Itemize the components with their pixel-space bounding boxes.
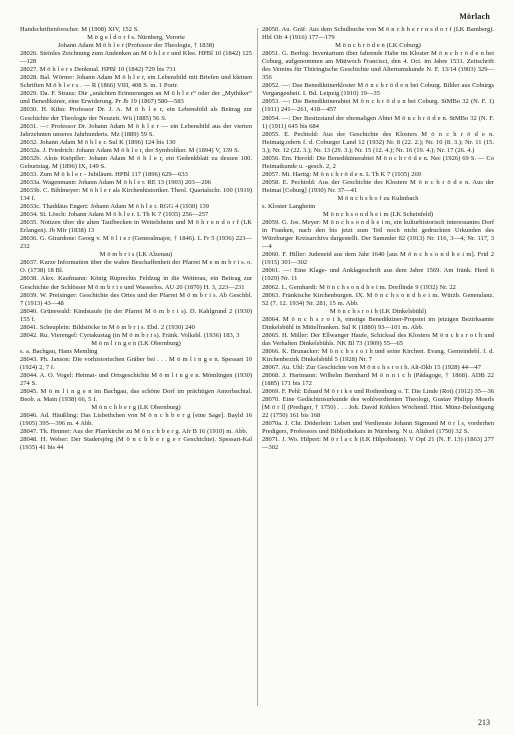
bibliography-entry: M ö g e l d o r f s. Nürnberg, Vororte (87, 34, 185, 42)
bibliography-entry: 28044. A. O. Vogel: Heimat- und Ortsgeschichte M ö m l i n g e n. Mömlingen (1930) 274 S. (20, 372, 254, 388)
bibliography-entry: 28030. H. Kihn: Professor Dr. J. A. M ö h l e r, ein Lebensbild als Beitrag zur Geschichte der Theologie der Neuzeit. Wü (1885) 56 S. (20, 106, 254, 122)
bibliography-entry: 28039. W. Preisinger: Geschichte des Ortes und der Pfarrei M ö m b r i s. Ab Geschbl. 7 (1913) 43—48 (20, 291, 254, 307)
bibliography-entry: M ö n c h s h o f zu Kulmbach (337, 194, 419, 202)
bibliography-entry: 28064. M ö n c h s r o t h, einstige Benediktiner-Propstei im jetzigen Bezirksamte Dinkelsbühl in Mittelfranken. Sul K (1880) 93—101 m. Abb. (262, 315, 496, 331)
page-number: 213 (478, 718, 490, 727)
bibliography-entry: M ö m l i n g e n (LK Obernburg) (91, 339, 181, 347)
bibliography-entry: 28055. E. Pechtold: Aus der Geschichte des Klosters M ö n c h r ö d e n. Heimatg.odern f. d. Coburger Land 12 (1932) Nr. 8 (22. 2.); Nr. 10 (8. 3.); Nr. 11 (15. 3.); Nr. 12 (22. 3.); Nr. 13 (29. 3.); Nr. 15 (12. 4.); Nr. 16 (19. 4.); Nr. 17 (26. 4.) (262, 130, 496, 154)
bibliography-entry: 28045. M ö m l i n g e n im Bachgau, das schöne Dorf im prächtigen Amorbachtal. Beob. a. Main (1938) 66, 5 f. (20, 388, 254, 404)
bibliography-entry: 28041. Scheuplein: Bildstöcke in M ö m b r i s. Ebd. 2 (1930) 240 (20, 323, 195, 331)
bibliography-entry: Handschriftenforscher. M (1908) XIV, 152 S. (20, 26, 139, 33)
bibliography-entry: 28033c. Thaddäus Engert: Johann Adam M ö h l e r. RGG 4 (1930) 139 (20, 203, 209, 211)
bibliography-entry: 28054. —: Der Besitzstand der ehemaligen Abtei M ö n c h r ö d e n. StMBo 32 (N. F. 1) (1911) 645 bis 684 (262, 114, 496, 130)
bibliography-entry: 28070. Eine Gedächtnisurkunde des wohlverdienten Theologi, Gustav Philipp Moerls [M ö r l] (Prediger, † 1750) . . . Joh. David Köhlers Wöchentl. Hist. Münz-Belustigung 22 (1750) 161 bis 168 (262, 396, 496, 420)
left-column (20, 26, 252, 706)
bibliography-entry: 28033. Zum M ö h l e r - Jubiläum. HPBl 117 (1896) 629—633 (20, 170, 188, 178)
bibliography-entry: 28036. G. Girardone: Georg v. M ö l t e r (Generalmajor, † 1846). L Fr 5 (1936) 223—232 (20, 235, 252, 251)
bibliography-entry: 28056. Em. Herold: Die Benediktinerabtei M ö n c h r ö d e n. Nec (1926) 69 S. — Co Heimatkunde u. -gesch. 2, 2 (262, 154, 496, 170)
bibliography-entry: 28032a. J. Friedrich: Johann Adam M ö h l e r, der Symboliker. M (1894) V, 139 S. (20, 146, 240, 154)
bibliography-entry: 28031. —: Professor Dr. Johann Adam M ö h l e r — ein Lebensbild aus der vierten Jahrzehnten unseres Jahrhunderts. Mz (1889) 59 S. (20, 122, 254, 138)
bibliography-entry: 28033a. Wagenmann: Johann Adam M ö h l e r. RE 13 (1903) 203—206 (20, 178, 211, 186)
bibliography-entry: 28043. Ph. Janson: Die vorhistorischen Gräber bei . . . M ö m l i n g e n. Spessart 10 (1924) 2, 7 f. (20, 355, 254, 371)
bibliography-entry: 28038. Alex. Kaufmann: König Ruprechts Feldzug in die Wetterau, ein Beitrag zur Geschichte der Schlösser M ö m b r i s und Wasserlos. AU 20 (1870) H. 3, 223—231 (20, 275, 254, 291)
bibliography-entry: 28046. Ad. Häußling: Das Lisbethchen von M ö n c h b e r g [eine Sage]. Bayld 16 (1905) 395—396 m. 4 Abb. (20, 412, 254, 428)
bibliography-entry: 28052. —: Das Benediktinerkloster M ö n c h r ö d e n bei Coburg. Bilder aus Coburgs Vergangenheit. I. Bd. Leipzig (1910) 19—35 (262, 82, 496, 98)
bibliography-entry: 28047. Th. Henner: Aus der Pfarrkirche zu M ö n c h b e r g. Afr B 16 (1910) m. Abb. (20, 428, 248, 436)
bibliography-entry: 28034. St. Lösch: Johann Adam M ö h l e r. L Th K 7 (1935) 256—257 (20, 211, 209, 219)
bibliography-entry: 28058. E. Pechtold: Aus der Geschichte des Klosters M ö n c h r ö d e n. Aus der Heimat [Coburg] (1930) Nr. 37—41 (262, 178, 496, 194)
bibliography-entry: M ö m b r i s (LK Alzenau) (99, 251, 173, 259)
bibliography-entry: 28032b. Alois Knöpfler: Johann Adam M ö h l e r, ein Gedenkblatt zu dessen 100. Geburtstag. M (1896) IX, 149 S. (20, 154, 254, 170)
running-head: Mörlach (459, 12, 490, 21)
two-column-layout (20, 26, 494, 706)
bibliography-entry: 28027. M ö h l e r s Denkmal. HPBl 10 (1842) 729 bis 731 (20, 66, 176, 74)
bibliography-entry: 28061. —: Eine Klage- und Anklageschrift aus dem Jahre 1569. Am fränk. Herd 6 (1929) Nr. 11 (262, 267, 496, 283)
bibliography-entry: 28068. J. Hartmann: Wilhelm Bernhard M ö n n i c h (Pädagoge, † 1868). ADB 22 (1885) 171 bis 172 (262, 372, 496, 388)
bibliography-entry: s. Kloster Langheim (262, 203, 316, 211)
bibliography-entry: M ö n c h b e r g (LK Obernburg) (91, 404, 181, 412)
column-divider (257, 28, 258, 706)
bibliography-entry: 28032. Johann Adam M ö h l e r. Sul K (1896) 124 bis 130 (20, 138, 176, 146)
bibliography-entry: 28051. G. Berbig: Inventarium über fahrende Habe im Kloster M ö n c h r ö d e n bei Coburg, aufgenommen am Mittwoch Francisci, den 4. Oct. im Jahre 1531. Zeitschrift des Vereins für Thüringische Geschichte und Altertumskunde N. F. 13/14 (1903) 329—356 (262, 50, 496, 82)
bibliography-entry: M ö n c h r ö d e n (LK Coburg) (335, 42, 421, 50)
bibliography-entry: 28042. Ru. Vierengel: Cyriakustag (in M ö m b r i s). Fränk. Volksbl. (1936) 183, 3 (20, 331, 240, 339)
bibliography-entry: 28065. H. Miller: Der Ellwanger Haufe, Schicksal des Klosters M ö n c h s r o t h und das Verhalten Dinkelsbühls. NK Bl 73 (1909) 55—65 (262, 331, 496, 347)
bibliography-entry: 28048. H. Weber: Der Stadersjörg (M ö n c h b e r g e r Geschichte). Spessart-Kal (1935) 41 bis 44 (20, 436, 254, 452)
bibliography-entry: 28040. Grünewald: Kindstaufe (in der Pfarrei M ö m b r i s). D. Kahlgrund 2 (1930) 155 f. (20, 307, 254, 323)
bibliography-entry: 28063. Fränkische Kirchenburgen. IX. M ö n c h s o n d h e i m. Würzb. Generalanz. 52 (7. 12. 1934) Nr. 281, 15 m. Abb. (262, 291, 496, 307)
bibliography-entry: 28060. F. Hiller: Judeneid aus dem Jahr 1640 [aus M ö n c h s o n d h e i m]. Frid 2 (1915) 301—302 (262, 251, 496, 267)
right-column (262, 26, 494, 706)
bibliography-entry: 28035. Notizen über die alten Taufbecken in Weitelsheim und M ö h r e n d o r f (LK Erlangen). Jb Mfr (1838) 13 (20, 219, 254, 235)
bibliography-entry: 28029. Da. F. Straus: Die „unächten Erinnerungen an M ö h l e r“ oder der „Mythiker“ und Benediktiner, eine Erwiderung. Pr Jb 19 (1867) 580—583 (20, 90, 254, 106)
bibliography-entry: M ö n c h s r o t h (LK Dinkelsbühl) (329, 307, 427, 315)
bibliography-entry: 28053. —: Die Benediktinerabtei M ö n c h r ö d e n bei Coburg. StMBo 32 (N. F. 1) (1911) 241—261, 418—457 (262, 98, 496, 114)
bibliography-entry: 28028. Bal. Wörner: Johann Adam M ö h l e r, ein Lebensbild mit Briefen und kleinen Schriften M ö h l e r s . — R (1866) VIII, 408 S. m. 1 Portr. (20, 74, 254, 90)
bibliography-entry: 28066. K. Brunacker: M ö n c h s r o t h und seine Kirchen. Evang. Gemeindebl. f. d. Kirchenbezirk Dinkelsbühl 5 (1928) Nr. 7 (262, 347, 496, 363)
bibliography-entry: 28057. Mi. Hartig: M ö n c h r ö d e n. L Th K 7 (1935) 269 (262, 170, 422, 178)
bibliography-entry: 28067. Au. Uhl: Zur Geschichte von M ö n c h s r o t h. Alt-Dkb 15 (1928) 44—47 (262, 363, 482, 371)
bibliography-entry: 28062. L. Gernhardt: M ö n c h s o n d h e i m. Dorflinde 9 (1932) Nr. 22 (262, 283, 456, 291)
bibliography-entry: 28069. F. Pehl: Eduard M ö r i k e und Rothenburg o. T. Die Linde (Rot) (1912) 35—36 (262, 388, 495, 396)
bibliography-entry: 28026. Steinles Zeichnung zum Andenken an M ö h l e r und Klee. HPBl 10 (1842) 125—128 (20, 50, 252, 66)
bibliography-entry: 28071. J. Wo. Hilpert: M ö r l a c h (LK Hilpoltstein). V Opf 21 (N. F. 13) (1863) 277—302 (262, 436, 494, 452)
bibliography-entry: 28037. Kurze Information über die wahre Beschaffenheit der Pfarrei M e m m b r i s. o. O. (1738) 18 Bl. (20, 259, 254, 275)
bibliography-entry: 28059. G. Jos. Meyer: M ö n c h s o n d h e i m, ein kulturhistorisch interessantes Dorf in Franken, nach den bis jetzt zum Teil noch nicht gedruckten Urkunden des Würzburger Kreisarchivs dargestellt. Der Sammler 82 (1913) Nr. 116, 3—4; Nr. 117, 3—4 (262, 219, 496, 251)
bibliography-entry: 28070a. J. Chr. Döderlein: Leben und Verdienste Johann Sigmund M ö r l s, vorderhen Predigers, Professors und Bibliothekars in Nürnberg. N u. Altdorf (1750) 32 S. (262, 420, 496, 436)
bibliography-entry: Johann Adam M ö h l e r (Professor der Theologie, † 1838) (57, 42, 215, 50)
bibliography-entry: s. a. Bachgau, Hans Memling (20, 347, 98, 355)
bibliography-entry: M ö n c h s o n d h e i m (LK Scheinfeld) (322, 211, 434, 219)
bibliography-entry: 28033b. C. Bihlmeyer: M ö h l e r als Kirchenhistoriker. Theol. Quartalschr. 100 (1919) 134 f. (20, 186, 254, 202)
bibliography-entry: 28050. Au. Gräf: Aus dem Schulbuche von M ö n c h h e r r n s d o r f (LK Bamberg). Hbl Ofr 4 (1916) 177—179 (262, 26, 496, 42)
